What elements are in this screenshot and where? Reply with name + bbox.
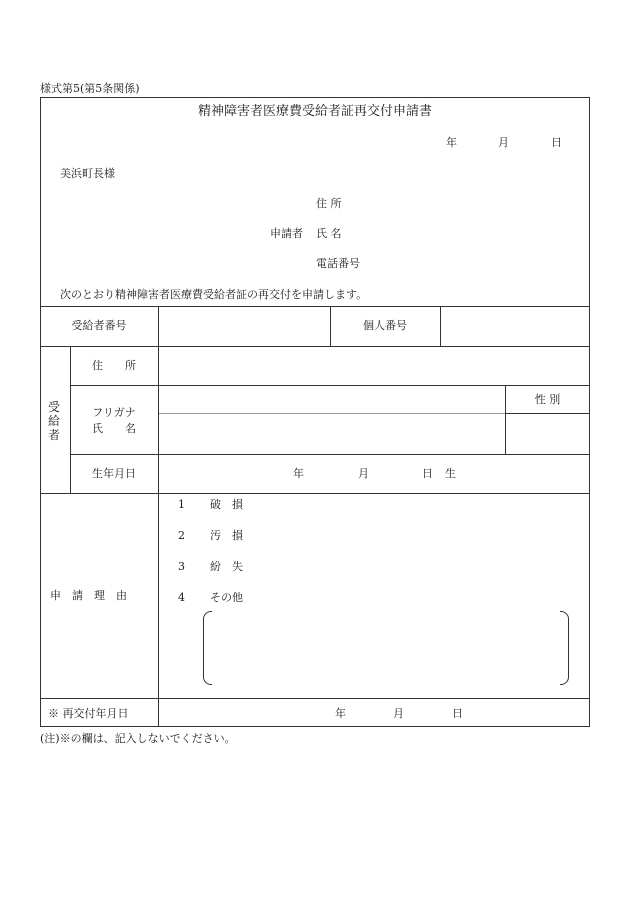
recipient-number-label: 受給者番号 [71,319,127,332]
other-reason-field[interactable] [212,612,559,682]
other-reason-bracket-left [203,611,212,685]
reissue-month-label: 月 [393,707,404,720]
reason-number: 2 [178,529,185,542]
gender-field[interactable] [506,414,590,454]
row-line [40,698,590,699]
reason-number: 4 [178,591,185,604]
applicant-address-label: 住 所 [316,197,342,210]
reissue-year-label: 年 [335,707,346,720]
recipient-name-field[interactable] [159,414,505,454]
date-day-label: 日 [551,136,562,149]
birth-suffix-label: 生 [445,467,456,480]
date-year-label: 年 [446,136,457,149]
recipient-name-label: 氏 名 [92,422,136,435]
form-title: 精神障害者医療費受給者証再交付申請書 [197,104,432,119]
recipient-address-label: 住 所 [92,359,136,372]
gender-label: 性 別 [534,393,561,406]
applicant-name-label: 氏 名 [316,227,342,240]
applicant-phone-label: 電話番号 [316,257,360,270]
birth-year-label: 年 [293,467,304,480]
reissue-date-label: ※ 再交付年月日 [48,707,129,720]
recipient-group-label: 受給者 [47,400,60,442]
other-reason-bracket-right [560,611,569,685]
birth-month-label: 月 [358,467,369,480]
recipient-number-field[interactable] [159,307,330,346]
row-line [40,493,590,494]
reason-number: 1 [178,498,185,511]
form-number-label: 様式第5(第5条関係) [40,82,140,95]
footnote: (注)※の欄は、記入しないでください。 [40,732,236,745]
reason-option-lost[interactable]: 紛 失 [210,560,243,573]
reason-option-damaged[interactable]: 破 損 [210,498,243,511]
reissue-day-label: 日 [452,707,463,720]
date-month-label: 月 [498,136,509,149]
personal-number-field[interactable] [441,307,589,346]
addressee: 美浜町長様 [60,167,115,180]
row-line [70,454,590,455]
recipient-address-field[interactable] [159,347,589,385]
reason-number: 3 [178,560,185,573]
birthdate-label: 生年月日 [92,467,136,480]
furigana-label: フリガナ [92,406,136,419]
personal-number-label: 個人番号 [363,319,407,332]
reason-label: 申 請 理 由 [50,589,127,602]
furigana-field[interactable] [159,386,505,413]
applicant-prefix: 申請者 [270,227,303,240]
birth-day-label: 日 [422,467,433,480]
application-statement: 次のとおり精神障害者医療費受給者証の再交付を申請します。 [60,288,368,301]
reason-option-other[interactable]: その他 [210,591,243,604]
reason-option-soiled[interactable]: 汚 損 [210,529,243,542]
